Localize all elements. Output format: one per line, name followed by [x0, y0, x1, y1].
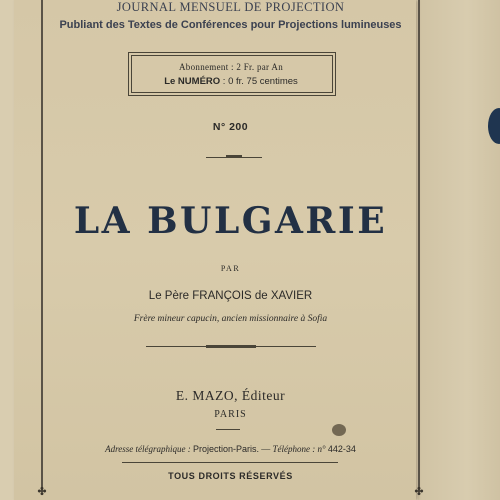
issue-number: N° 200	[212, 121, 249, 133]
contact-line	[41, 444, 420, 454]
journal-subtitle: Publiant des Textes de Conférences pour Projections lumineuses	[59, 19, 402, 31]
journal-title: JOURNAL MENSUEL DE PROJECTION	[116, 0, 345, 14]
background-edge	[418, 0, 500, 500]
publisher-name: E. MAZO, Éditeur	[175, 388, 286, 403]
author-name: Le Père FRANÇOIS de XAVIER	[148, 290, 313, 302]
phone-value: 442-34	[327, 444, 356, 454]
issue-price-value: : 0 fr. 75 centimes	[220, 76, 298, 87]
issue-price	[131, 76, 331, 87]
document-title: LA BULGARIE	[73, 200, 388, 242]
publisher-city: PARIS	[214, 409, 247, 420]
author-description: Frère mineur capucin, ancien missionnaire à Sofia	[133, 314, 328, 324]
divider-rule-small	[216, 429, 240, 430]
issue-price-label: Le NUMÉRO	[164, 76, 221, 87]
corner-ornament-right-icon: ✤	[414, 486, 424, 498]
divider-rule-accent	[226, 155, 242, 157]
telegraph-value: Projection-Paris.	[193, 444, 260, 454]
rights-notice: TOUS DROITS RÉSERVÉS	[168, 471, 293, 481]
ink-stain	[332, 424, 346, 436]
divider-rule-bottom	[122, 462, 338, 463]
divider-rule-top	[206, 157, 262, 158]
corner-ornament-left-icon: ✤	[37, 486, 47, 498]
subscription-price: Abonnement : 2 Fr. par An	[179, 62, 283, 72]
divider-ornament	[206, 345, 256, 348]
contact-separator: —	[261, 444, 271, 454]
telegraph-label: Adresse télégraphique :	[105, 444, 191, 454]
by-label: PAR	[220, 264, 241, 273]
phone-label: Téléphone : n°	[272, 444, 326, 454]
subscription-box	[131, 55, 333, 93]
